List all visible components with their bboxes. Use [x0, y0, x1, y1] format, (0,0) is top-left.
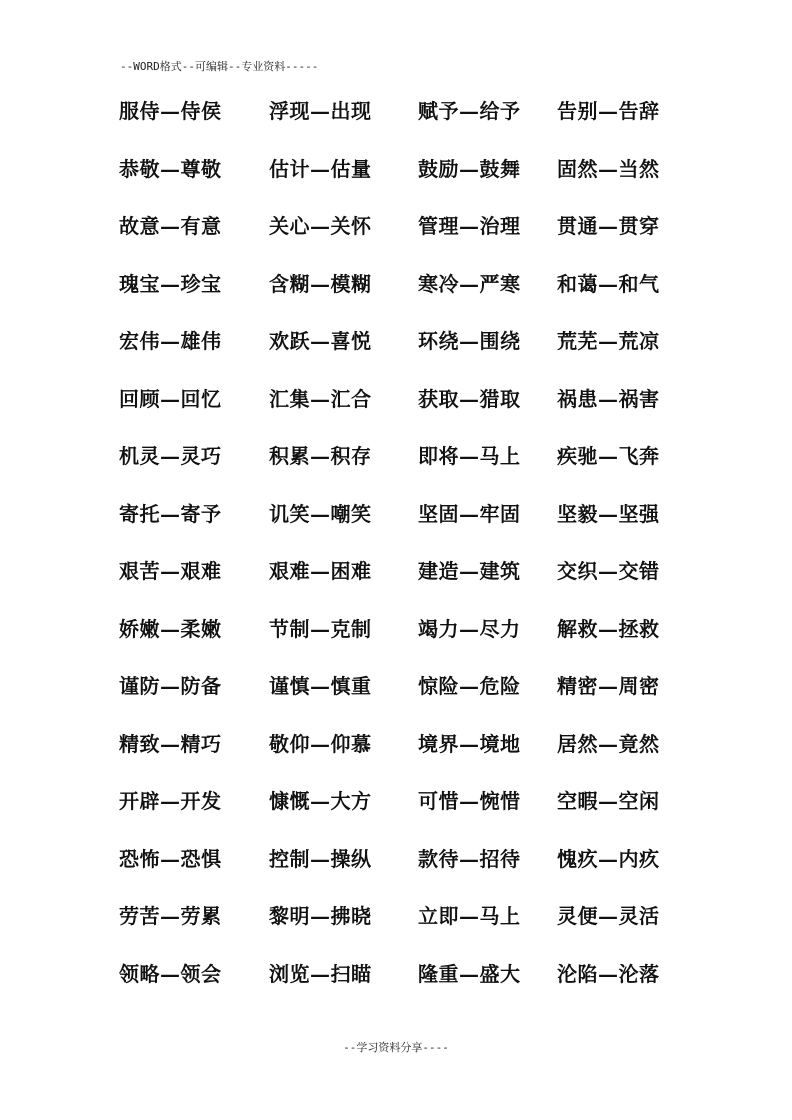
synonym-pair: 和蔼—和气 [557, 271, 660, 296]
synonym-pair: 节制—克制 [269, 616, 372, 641]
synonym-pair: 即将—马上 [418, 444, 521, 468]
synonym-pair: 含糊—模糊 [269, 271, 372, 296]
synonym-pair: 汇集—汇合 [269, 386, 372, 411]
synonym-pair: 故意—有意 [119, 214, 222, 238]
synonym-row [119, 499, 719, 557]
synonym-pair: 惊险—危险 [418, 674, 521, 698]
synonym-pair: 款待—招待 [418, 846, 521, 871]
synonym-pair: 恭敬—尊敬 [119, 156, 222, 181]
synonym-pair: 服侍—侍侯 [119, 99, 222, 123]
synonym-row [119, 154, 719, 212]
synonym-pair: 坚毅—坚强 [557, 501, 660, 526]
synonym-pair: 空暇—空闲 [557, 789, 660, 813]
synonym-row [119, 614, 719, 672]
synonym-pair: 劳苦—劳累 [119, 904, 222, 928]
synonym-pair: 敬仰—仰慕 [269, 731, 372, 756]
synonym-pair: 建造—建筑 [418, 559, 521, 583]
page-header: --WORD格式--可编辑--专业资料----- [120, 60, 319, 73]
synonym-row [119, 326, 719, 384]
synonym-row [119, 671, 719, 729]
synonym-pair: 鼓励—鼓舞 [418, 156, 521, 181]
synonym-row [119, 96, 719, 154]
synonym-pair: 解救—拯救 [557, 616, 660, 641]
synonym-pair: 浏览—扫瞄 [269, 961, 372, 986]
synonym-pair: 环绕—围绕 [418, 329, 521, 353]
synonym-pair: 荒芜—荒凉 [557, 329, 660, 353]
synonym-pair: 坚固—牢固 [418, 501, 521, 526]
synonym-pair: 隆重—盛大 [418, 961, 521, 986]
synonym-pair: 告别—告辞 [557, 99, 660, 123]
synonym-pair: 立即—马上 [418, 904, 521, 928]
synonym-pair: 估计—估量 [269, 156, 372, 181]
synonym-pair: 灵便—灵活 [557, 904, 660, 928]
synonym-pair: 精密—周密 [557, 674, 660, 698]
synonym-row [119, 729, 719, 787]
synonym-row [119, 211, 719, 269]
synonym-pair: 沦陷—沦落 [557, 961, 660, 986]
synonym-pair: 关心—关怀 [269, 214, 372, 238]
synonym-pair: 回顾—回忆 [119, 386, 222, 411]
synonym-row [119, 901, 719, 959]
page-footer: --学习资料分享---- [343, 1041, 449, 1054]
synonym-row [119, 844, 719, 902]
synonym-row [119, 786, 719, 844]
synonym-pair: 管理—治理 [418, 214, 521, 238]
synonym-row [119, 384, 719, 442]
synonym-pair: 控制—操纵 [269, 846, 372, 871]
synonym-pair: 寄托—寄予 [119, 501, 222, 526]
synonym-pair: 黎明—拂晓 [269, 904, 372, 928]
synonym-pair: 寒冷—严寒 [418, 271, 521, 296]
synonym-pair: 娇嫩—柔嫩 [119, 616, 222, 641]
synonym-grid [119, 96, 719, 1016]
synonym-pair: 谨慎—慎重 [269, 674, 372, 698]
synonym-pair: 可惜—惋惜 [418, 789, 521, 813]
synonym-pair: 愧疚—内疚 [557, 846, 660, 871]
synonym-pair: 贯通—贯穿 [557, 214, 660, 238]
synonym-pair: 艰苦—艰难 [119, 559, 222, 583]
synonym-pair: 宏伟—雄伟 [119, 329, 222, 353]
synonym-pair: 获取—猎取 [418, 386, 521, 411]
synonym-row [119, 441, 719, 499]
synonym-pair: 精致—精巧 [119, 731, 222, 756]
synonym-pair: 浮现—出现 [269, 99, 372, 123]
synonym-pair: 欢跃—喜悦 [269, 329, 372, 353]
synonym-row [119, 269, 719, 327]
synonym-pair: 慷慨—大方 [269, 789, 372, 813]
synonym-pair: 固然—当然 [557, 156, 660, 181]
synonym-row [119, 959, 719, 1017]
synonym-pair: 赋予—给予 [418, 99, 521, 123]
synonym-pair: 瑰宝—珍宝 [119, 271, 222, 296]
synonym-pair: 开辟—开发 [119, 789, 222, 813]
synonym-pair: 领略—领会 [119, 961, 222, 986]
synonym-pair: 居然—竟然 [557, 731, 660, 756]
synonym-pair: 竭力—尽力 [418, 616, 521, 641]
synonym-row [119, 556, 719, 614]
synonym-pair: 疾驰—飞奔 [557, 444, 660, 468]
synonym-pair: 机灵—灵巧 [119, 444, 222, 468]
synonym-pair: 艰难—困难 [269, 559, 372, 583]
synonym-pair: 积累—积存 [269, 444, 372, 468]
synonym-pair: 境界—境地 [418, 731, 521, 756]
synonym-pair: 讥笑—嘲笑 [269, 501, 372, 526]
synonym-pair: 祸患—祸害 [557, 386, 660, 411]
synonym-pair: 交织—交错 [557, 559, 660, 583]
synonym-pair: 恐怖—恐惧 [119, 846, 222, 871]
synonym-pair: 谨防—防备 [119, 674, 222, 698]
